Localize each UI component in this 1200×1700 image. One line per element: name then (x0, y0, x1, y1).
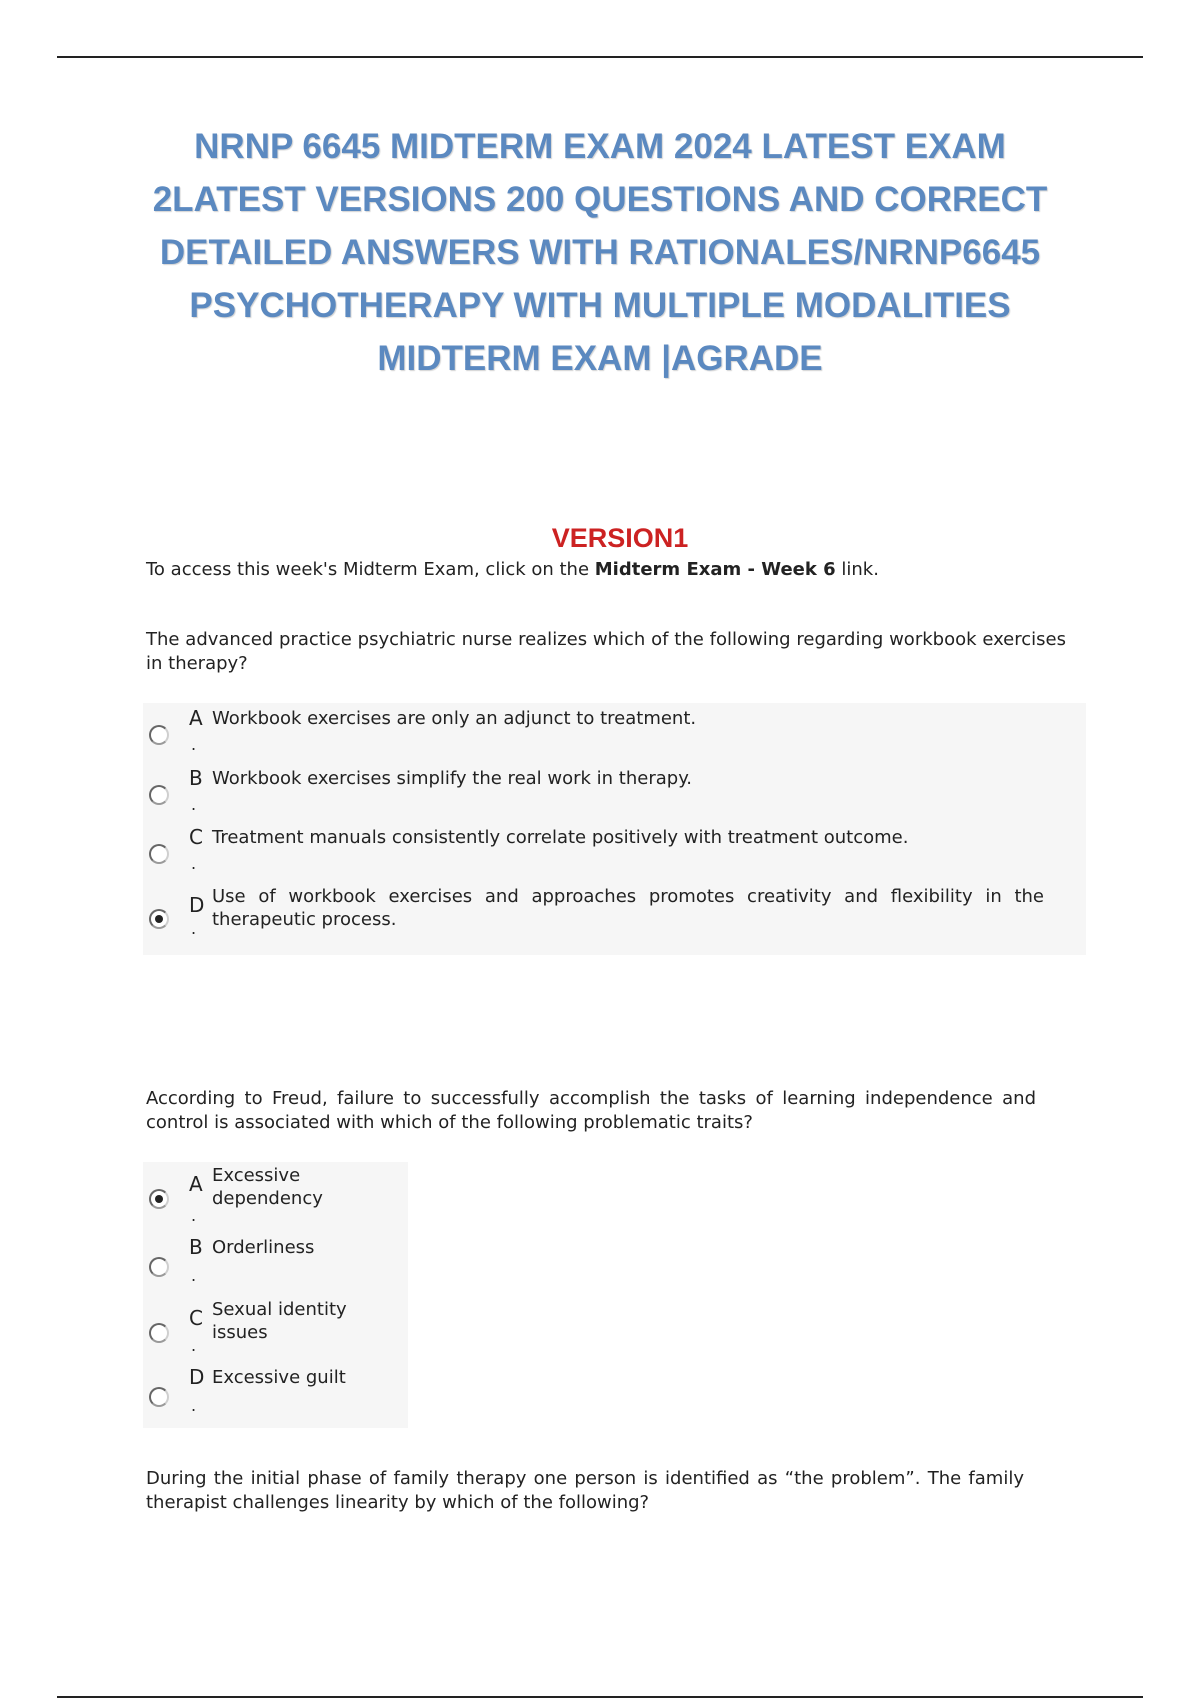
option-letter: D (189, 893, 205, 917)
option-letter: A (189, 1172, 203, 1196)
radio-button[interactable] (149, 1189, 169, 1209)
option-period: . (191, 919, 197, 938)
option-letter: C (189, 1306, 203, 1330)
question-2-answers (143, 1162, 408, 1428)
option-text: Sexual identity issues (212, 1299, 347, 1343)
option-text: Excessive dependency (212, 1165, 323, 1209)
option-letter: C (189, 825, 203, 849)
question-3-text: During the initial phase of family therapy one person is identified as “the problem”. The family therapist challenges linearity by which of the following? (146, 1468, 1024, 1513)
option-letter: D (189, 1365, 205, 1389)
radio-button[interactable] (149, 844, 169, 864)
option-period: . (191, 795, 197, 814)
radio-button[interactable] (149, 785, 169, 805)
radio-button[interactable] (149, 1387, 169, 1407)
bottom-rule (57, 1696, 1143, 1698)
option-letter: A (189, 706, 203, 730)
radio-button[interactable] (149, 1257, 169, 1277)
question-1-answers (143, 703, 1086, 955)
option-text: Workbook exercises are only an adjunct to treatment. (212, 708, 697, 729)
option-text: Excessive guilt (212, 1367, 346, 1388)
radio-button[interactable] (149, 725, 169, 745)
option-period: . (191, 1336, 197, 1355)
option-period: . (191, 735, 197, 754)
document-title: NRNP 6645 MIDTERM EXAM 2024 LATEST EXAM 2LATEST VERSIONS 200 QUESTIONS AND CORRECT DETAILED ANSWERS WITH RATIONALES/NRNP6645 PSYCHOTHERAPY WITH MULTIPLE MODALITIES MIDTERM EXAM |AGRADE (152, 127, 1048, 378)
question-1-text: The advanced practice psychiatric nurse realizes which of the following regarding workbook exercises in therapy? (146, 629, 1066, 674)
intro-prefix: To access this week's Midterm Exam, click on the (146, 559, 595, 580)
radio-selected-dot (155, 1195, 163, 1203)
option-text: Orderliness (212, 1237, 315, 1258)
question-2-text: According to Freud, failure to successfully accomplish the tasks of learning independence and control is associated with which of the following problematic traits? (146, 1088, 1036, 1133)
option-period: . (191, 854, 197, 873)
radio-button[interactable] (149, 909, 169, 929)
option-period: . (191, 1206, 197, 1225)
option-period: . (191, 1396, 197, 1415)
option-period: . (191, 1266, 197, 1285)
version-label: VERSION1 (551, 523, 689, 553)
option-letter: B (189, 766, 203, 790)
midterm-exam-link[interactable]: Midterm Exam - Week 6 (594, 559, 836, 580)
top-rule (57, 56, 1143, 58)
radio-button[interactable] (149, 1323, 169, 1343)
radio-selected-dot (155, 915, 163, 923)
intro-text (146, 558, 1096, 582)
option-letter: B (189, 1235, 203, 1259)
option-text: Use of workbook exercises and approaches promotes creativity and flexibility in the therapeutic process. (212, 886, 1044, 930)
option-text: Treatment manuals consistently correlate positively with treatment outcome. (212, 827, 909, 848)
intro-suffix: link. (835, 559, 879, 580)
option-text: Workbook exercises simplify the real work in therapy. (212, 768, 693, 789)
